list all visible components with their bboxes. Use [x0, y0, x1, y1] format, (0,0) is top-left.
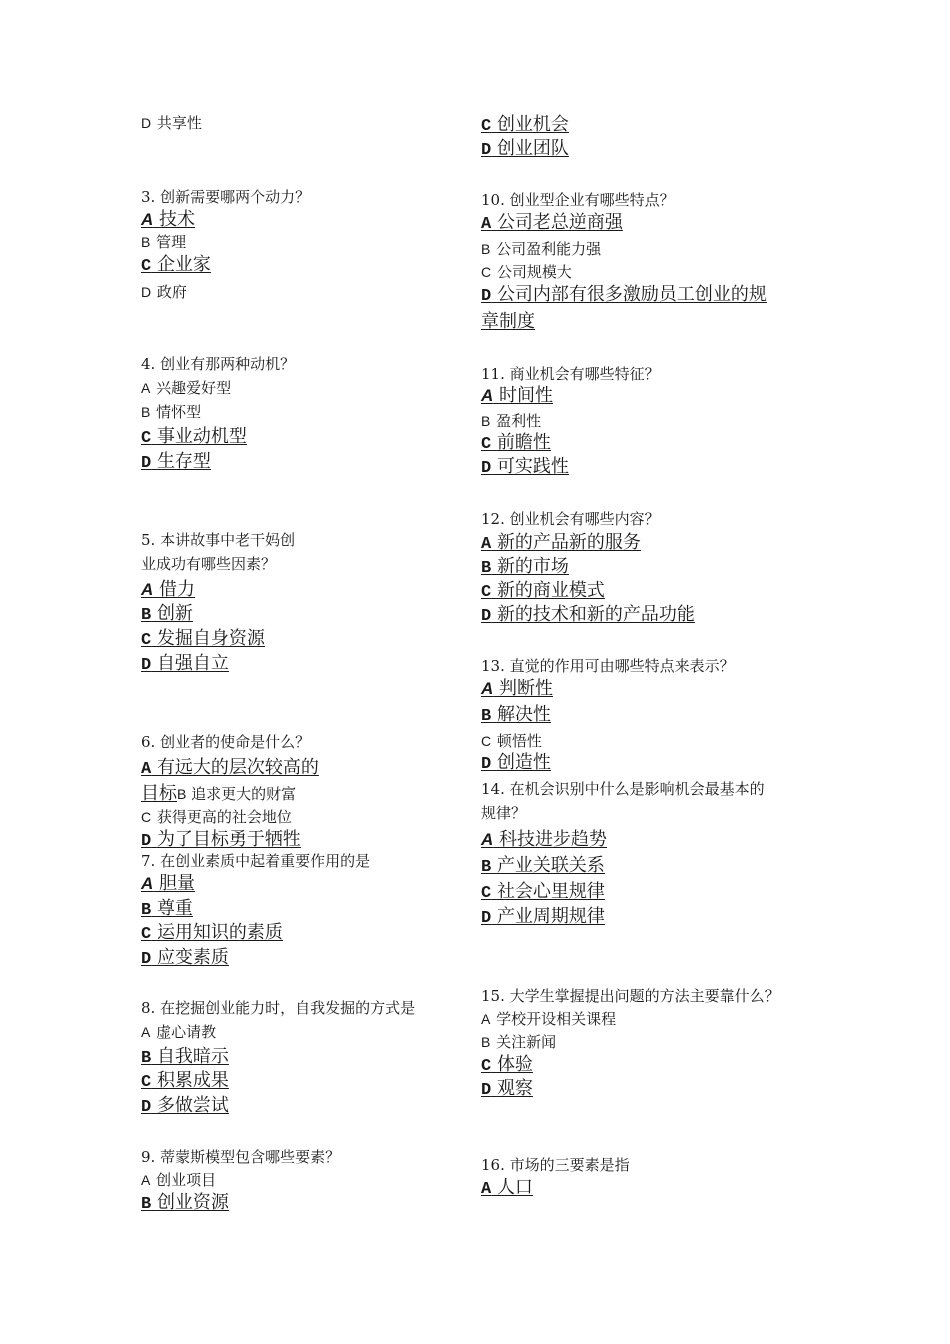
- q7-option-a: A 胆量: [141, 873, 196, 894]
- option-d-team: D 创业团队: [481, 138, 569, 160]
- question-14-title-line1: 14. 在机会识别中什么是影响机会最基本的: [481, 780, 765, 798]
- q15-option-d: D 观察: [481, 1078, 533, 1100]
- q11-option-d: D 可实践性: [481, 456, 569, 478]
- q5-option-d: D 自强自立: [141, 653, 229, 675]
- q8-option-d: D 多做尝试: [141, 1095, 229, 1117]
- q9-option-b: B 创业资源: [141, 1192, 229, 1214]
- question-5-title-line2: 业成功有哪些因素？: [141, 555, 277, 573]
- q5-option-a: A 借力: [141, 579, 196, 600]
- q5-option-c: C 发掘自身资源: [141, 628, 265, 650]
- question-15-title: 15. 大学生掌握提出问题的方法主要靠什么？: [481, 987, 780, 1005]
- q12-option-c: C 新的商业模式: [481, 580, 605, 602]
- q6-option-d: D 为了目标勇于牺牲: [141, 829, 301, 851]
- q4-option-c: C 事业动机型: [141, 426, 247, 448]
- q11-option-a: A 时间性: [481, 385, 554, 406]
- question-9-title: 9. 蒂蒙斯模型包含哪些要素？: [141, 1148, 341, 1166]
- q12-option-a: A 新的产品新的服务: [481, 532, 641, 554]
- q7-option-c: C 运用知识的素质: [141, 922, 283, 944]
- q6-option-b: B 追求更大的财富: [177, 785, 297, 803]
- q14-option-a: A 科技进步趋势: [481, 829, 608, 850]
- q7-option-b: B 尊重: [141, 898, 193, 920]
- option-d-shared: D 共享性: [141, 114, 202, 132]
- q14-option-d: D 产业周期规律: [481, 906, 605, 928]
- q4-option-a: A 兴趣爱好型: [141, 379, 232, 397]
- question-7-title: 7. 在创业素质中起着重要作用的是: [141, 852, 371, 870]
- question-10-title: 10. 创业型企业有哪些特点？: [481, 191, 675, 209]
- q11-option-b: B 盈利性: [481, 412, 542, 430]
- question-11-title: 11. 商业机会有哪些特征？: [481, 365, 660, 383]
- q13-option-a: A 判断性: [481, 678, 554, 699]
- q5-option-b: B 创新: [141, 603, 193, 625]
- q3-option-b: B 管理: [141, 233, 187, 251]
- q15-option-c: C 体验: [481, 1054, 533, 1076]
- q14-option-b: B 产业关联关系: [481, 855, 605, 877]
- q10-option-c: C 公司规模大: [481, 263, 572, 281]
- q15-option-b: B 关注新闻: [481, 1033, 557, 1051]
- question-8-title: 8. 在挖掘创业能力时，自我发掘的方式是: [141, 999, 416, 1017]
- q12-option-d: D 新的技术和新的产品功能: [481, 604, 695, 626]
- q14-option-c: C 社会心里规律: [481, 881, 605, 903]
- option-c-opportunity: C 创业机会: [481, 114, 569, 136]
- q9-option-a: A 创业项目: [141, 1171, 217, 1189]
- question-4-title: 4. 创业有那两种动机？: [141, 355, 296, 373]
- question-14-title-line2: 规律？: [481, 804, 527, 822]
- q3-option-c: C 企业家: [141, 254, 211, 276]
- q6-option-a-line2: 目标B 追求更大的财富: [141, 781, 296, 807]
- q6-option-a-line1: A 有远大的层次较高的: [141, 757, 319, 779]
- question-6-title: 6. 创业者的使命是什么？: [141, 733, 311, 751]
- q13-option-d: D 创造性: [481, 752, 551, 774]
- question-13-title: 13. 直觉的作用可由哪些特点来表示？: [481, 657, 735, 675]
- q7-option-d: D 应变素质: [141, 947, 229, 969]
- q10-option-b: B 公司盈利能力强: [481, 240, 602, 258]
- q8-option-a: A 虚心请教: [141, 1023, 217, 1041]
- q10-option-d-line1: D 公司内部有很多激励员工创业的规: [481, 284, 767, 306]
- question-16-title: 16. 市场的三要素是指: [481, 1156, 630, 1174]
- q13-option-c: C 顿悟性: [481, 732, 542, 750]
- question-3-title: 3. 创新需要哪两个动力？: [141, 188, 311, 206]
- q10-option-d-line2: 章制度: [481, 311, 535, 332]
- q4-option-b: B 情怀型: [141, 403, 202, 421]
- q3-option-a: A 技术: [141, 209, 196, 230]
- q8-option-b: B 自我暗示: [141, 1046, 229, 1068]
- q12-option-b: B 新的市场: [481, 556, 569, 578]
- question-5-title-line1: 5. 本讲故事中老干妈创: [141, 531, 296, 549]
- q4-option-d: D 生存型: [141, 451, 211, 473]
- q15-option-a: A 学校开设相关课程: [481, 1010, 617, 1028]
- q16-option-a: A 人口: [481, 1177, 533, 1199]
- question-12-title: 12. 创业机会有哪些内容？: [481, 510, 660, 528]
- q6-option-c: C 获得更高的社会地位: [141, 808, 292, 826]
- q13-option-b: B 解决性: [481, 704, 551, 726]
- q10-option-a: A 公司老总逆商强: [481, 212, 623, 234]
- q11-option-c: C 前瞻性: [481, 432, 551, 454]
- q3-option-d: D 政府: [141, 283, 187, 301]
- q8-option-c: C 积累成果: [141, 1070, 229, 1092]
